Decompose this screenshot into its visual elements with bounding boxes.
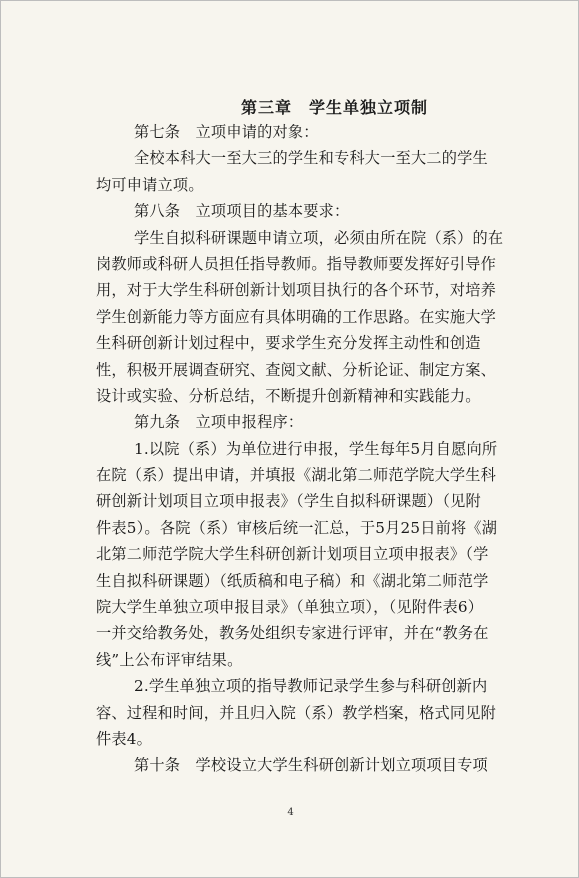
text-line: 生自拟科研课题）（纸质稿和电子稿）和《湖北第二师范学 bbox=[96, 571, 489, 590]
text-line: 第七条 立项申请的对象： bbox=[134, 123, 319, 141]
text-line: 学生自拟科研课题申请立项，必须由所在院（系）的在 bbox=[134, 228, 504, 247]
text-line: 研创新计划项目立项申报表》（学生自拟科研课题）（见附 bbox=[96, 492, 481, 511]
text-line: 设计或实验、分析总结，不断提升创新精神和实践能力。 bbox=[96, 386, 481, 405]
page-number: 4 bbox=[287, 807, 294, 818]
text-line: 件表4。 bbox=[96, 729, 153, 748]
text-line: 2.学生单独立项的指导教师记录学生参与科研创新内 bbox=[134, 677, 488, 696]
text-line: 全校本科大一至大三的学生和专科大一至大二的学生 bbox=[134, 149, 488, 168]
text-line: 1.以院（系）为单位进行申报，学生每年5月自愿向所 bbox=[134, 439, 498, 458]
text-line: 第八条 立项项目的基本要求： bbox=[134, 202, 350, 221]
text-line: 学生创新能力等方面应有具体明确的工作思路。在实施大学 bbox=[96, 307, 497, 326]
text-line: 均可申请立项。 bbox=[96, 175, 204, 194]
body-text bbox=[96, 119, 531, 779]
text-line: 件表5）。各院（系）审核后统一汇总，于5月25日前将《湖 bbox=[96, 518, 498, 537]
text-line: 第十条 学校设立大学生科研创新计划立项项目专项 bbox=[134, 756, 488, 775]
text-line: 北第二师范学院大学生科研创新计划项目立项申报表》（学 bbox=[96, 545, 489, 564]
text-line: 一并交给教务处，教务处组织专家进行评审，并在“教务在 bbox=[96, 624, 489, 643]
text-line: 第九条 立项申报程序： bbox=[134, 413, 304, 432]
text-line: 线”上公布评审结果。 bbox=[96, 650, 243, 669]
bleed-through-text bbox=[141, 61, 441, 75]
text-line: 在院（系）提出申请，并填报《湖北第二师范学院大学生科 bbox=[96, 466, 497, 485]
text-line: 性，积极开展调查研究、查阅文献、分析论证、制定方案、 bbox=[96, 360, 497, 379]
text-line: 生科研创新计划过程中，要求学生充分发挥主动性和创造 bbox=[96, 334, 481, 353]
text-line: 容、过程和时间，并且归入院（系）教学档案，格式同见附 bbox=[96, 703, 497, 722]
text-line: 岗教师或科研人员担任指导教师。指导教师要发挥好引导作 bbox=[96, 254, 497, 273]
text-line: 院大学生单独立项申报目录》（单独立项），（见附件表6） bbox=[96, 598, 484, 617]
chapter-title: 第三章 学生单独立项制 bbox=[241, 98, 429, 117]
text-line: 用，对于大学生科研创新计划项目执行的各个环节，对培养 bbox=[96, 281, 497, 300]
